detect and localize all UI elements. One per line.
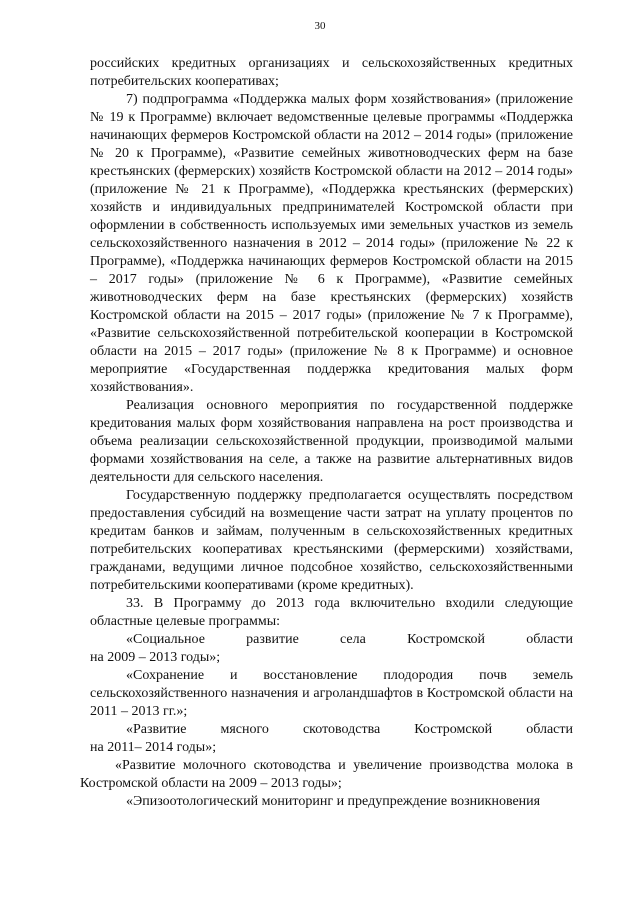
list-item-text: «Социальное развитие села Костромской области: [126, 632, 573, 647]
paragraph-item-33: 33. В Программу до 2013 года включительно входили следующие областные целевые программы:: [90, 596, 573, 629]
list-item-social-development: [90, 631, 573, 667]
paragraph-continuation: российских кредитных организациях и сельскохозяйственных кредитных потребительских кооперативах;: [90, 56, 573, 89]
list-item-dairy-cattle: «Развитие молочного скотоводства и увеличение производства молока в Костромской области на 2009 – 2013 годы»;: [80, 758, 573, 791]
list-item-epizootic-monitoring: «Эпизоотологический мониторинг и предупреждение возникновения: [126, 794, 541, 809]
paragraph-subsidies: Государственную поддержку предполагается осуществлять посредством предоставления субсидий на возмещение части затрат на уплату процентов по кредитам банков и займам, полученным в сельскохозяйственных кредитных потребительских кооперативах крестьянскими (фермерскими) хозяйствами, гражданами, ведущими личное подсобное хозяйство, сельскохозяйственными потребительскими кооперативами (кроме кредитных).: [90, 488, 573, 593]
list-item-text: «Развитие мясного скотоводства Костромской области: [126, 722, 573, 737]
list-item-text: на 2011– 2014 годы»;: [90, 740, 217, 755]
list-item-text: на 2009 – 2013 годы»;: [90, 650, 221, 665]
document-body: [80, 55, 573, 811]
paragraph-subprogram-7: 7) подпрограмма «Поддержка малых форм хозяйствования» (приложение № 19 к Программе) включает ведомственные целевые программы «Поддержка начинающих фермеров Костромской области на 2012 – 2014 годы» (приложение № 20 к Программе), «Развитие семейных животноводческих ферм на базе крестьянских (фермерских) хозяйств Костромской области на 2012 – 2014 годы» (приложение № 21 к Программе), «Поддержка крестьянских (фермерских) хозяйств и индивидуальных предпринимателей Костромской области при оформлении в собственность используемых ими земельных участков из земель сельскохозяйственного назначения в 2012 – 2014 годы» (приложение № 22 к Программе), «Поддержка начинающих фермеров Костромской области на 2015 – 2017 годы» (приложение № 6 к Программе), «Развитие семейных животноводческих ферм на базе крестьянских (фермерских) хозяйств Костромской области на 2015 – 2017 годы» (приложение № 7 к Программе), «Развитие сельскохозяйственной потребительской кооперации в Костромской области на 2015 – 2017 годы» (приложение № 8 к Программе) и основное мероприятие «Государственная поддержка кредитования малых форм хозяйствования».: [90, 92, 573, 395]
list-item-meat-cattle: [90, 721, 573, 757]
page-number: 30: [314, 20, 326, 32]
list-item-soil-fertility: «Сохранение и восстановление плодородия почв земель сельскохозяйственного назначения и агроландшафтов в Костромской области на 2011 – 2013 гг.»;: [90, 668, 573, 719]
paragraph-credit-support: Реализация основного мероприятия по государственной поддержке кредитования малых форм хозяйствования направлена на рост производства и объема реализации сельскохозяйственной продукции, производимой малыми формами хозяйствования на селе, а также на развитие альтернативных видов деятельности для сельского населения.: [90, 398, 573, 485]
